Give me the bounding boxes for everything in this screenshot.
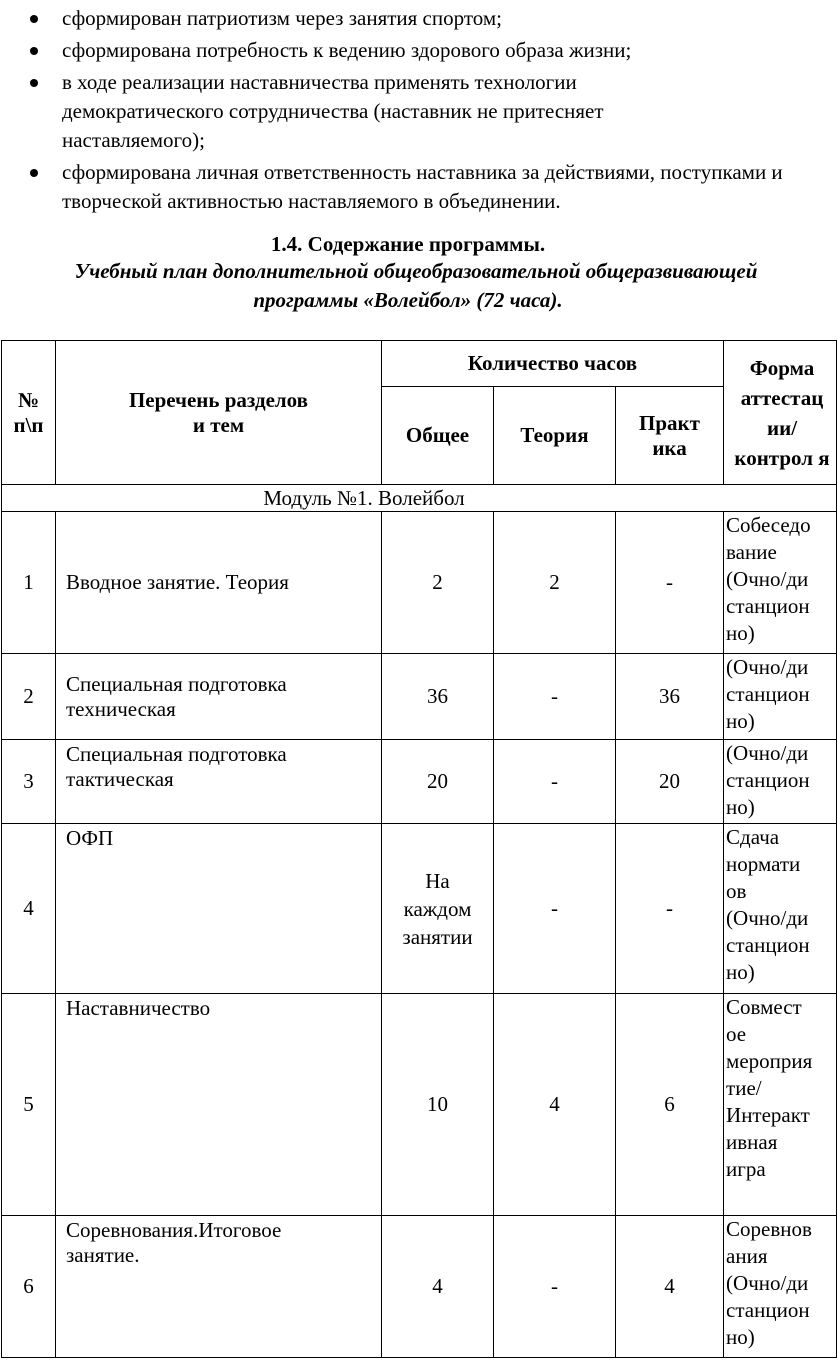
list-item-text: сформирована потребность к ведению здорового образа жизни; <box>62 38 632 62</box>
row-form: (Очно/ди станцион но) <box>724 654 837 740</box>
row-topic: ОФП <box>56 824 382 994</box>
row-practice: 20 <box>616 740 724 824</box>
curriculum-table <box>1 340 837 1358</box>
row-num: 4 <box>2 824 56 994</box>
row-topic: Вводное занятие. Теория <box>56 512 382 654</box>
header-practice: Практ ика <box>616 387 724 485</box>
row-num: 3 <box>2 740 56 824</box>
row-theory: 4 <box>494 994 616 1216</box>
row-num: 1 <box>2 512 56 654</box>
row-practice: 6 <box>616 994 724 1216</box>
list-item <box>0 158 816 216</box>
header-topics: Перечень разделов и тем <box>56 341 382 485</box>
module-row <box>2 485 837 512</box>
table-header-row <box>2 341 837 387</box>
row-topic: Специальная подготовка тактическая <box>56 740 382 824</box>
header-theory: Теория <box>494 387 616 485</box>
plan-subtitle-line1: Учебный план дополнительной общеобразовательной общеразвивающей <box>74 259 758 283</box>
row-form: (Очно/ди станцион но) <box>724 740 837 824</box>
row-num: 6 <box>2 1216 56 1358</box>
table-row <box>2 512 837 654</box>
bullet-icon <box>30 79 38 87</box>
table-row <box>2 824 837 994</box>
table-row <box>2 654 837 740</box>
row-practice: 4 <box>616 1216 724 1358</box>
row-total: 10 <box>382 994 494 1216</box>
header-form: Форма аттестац ии/ контрол я <box>724 341 837 485</box>
list-item <box>0 4 816 33</box>
row-theory: - <box>494 824 616 994</box>
bullet-icon <box>30 169 38 177</box>
table-row <box>2 994 837 1216</box>
row-theory: - <box>494 1216 616 1358</box>
bullet-icon <box>30 15 38 23</box>
header-num: № п\п <box>2 341 56 485</box>
row-form: Собеседо вание (Очно/ди станцион но) <box>724 512 837 654</box>
bullet-icon <box>30 47 38 55</box>
row-total: 2 <box>382 512 494 654</box>
table-row <box>2 1216 837 1358</box>
row-num: 5 <box>2 994 56 1216</box>
row-form: Сдача нормати ов (Очно/ди станцион но) <box>724 824 837 994</box>
row-form: Соревнов ания (Очно/ди станцион но) <box>724 1216 837 1358</box>
list-item-text: сформирован патриотизм через занятия спортом; <box>62 6 502 30</box>
header-hours: Количество часов <box>382 341 724 387</box>
row-theory: - <box>494 740 616 824</box>
row-total: На каждом занятии <box>382 824 494 994</box>
module-title: Модуль №1. Волейбол <box>2 485 837 512</box>
row-theory: - <box>494 654 616 740</box>
row-total: 36 <box>382 654 494 740</box>
table-row <box>2 740 837 824</box>
row-num: 2 <box>2 654 56 740</box>
list-item <box>0 36 816 65</box>
row-practice: - <box>616 512 724 654</box>
list-item-text: сформирована личная ответственность наставника за действиями, поступками и творческой активностью наставляемого в объединении. <box>62 160 783 213</box>
list-item-text: в ходе реализации наставничества применять технологии демократического сотрудничества (наставник не притесняет наставляемого); <box>62 70 604 152</box>
outcomes-list <box>0 4 816 219</box>
plan-subtitle-line2: программы «Волейбол» (72 часа). <box>253 288 563 312</box>
row-total: 4 <box>382 1216 494 1358</box>
row-topic: Наставничество <box>56 994 382 1216</box>
row-theory: 2 <box>494 512 616 654</box>
row-topic: Специальная подготовка техническая <box>56 654 382 740</box>
row-form: Совмест ое мероприя тие/ Интеракт ивная игра <box>724 994 837 1216</box>
row-practice: 36 <box>616 654 724 740</box>
list-item <box>0 68 816 155</box>
row-topic: Соревнования.Итоговое занятие. <box>56 1216 382 1358</box>
section-title: 1.4. Содержание программы. <box>270 232 546 256</box>
header-total: Общее <box>382 387 494 485</box>
row-practice: - <box>616 824 724 994</box>
row-total: 20 <box>382 740 494 824</box>
